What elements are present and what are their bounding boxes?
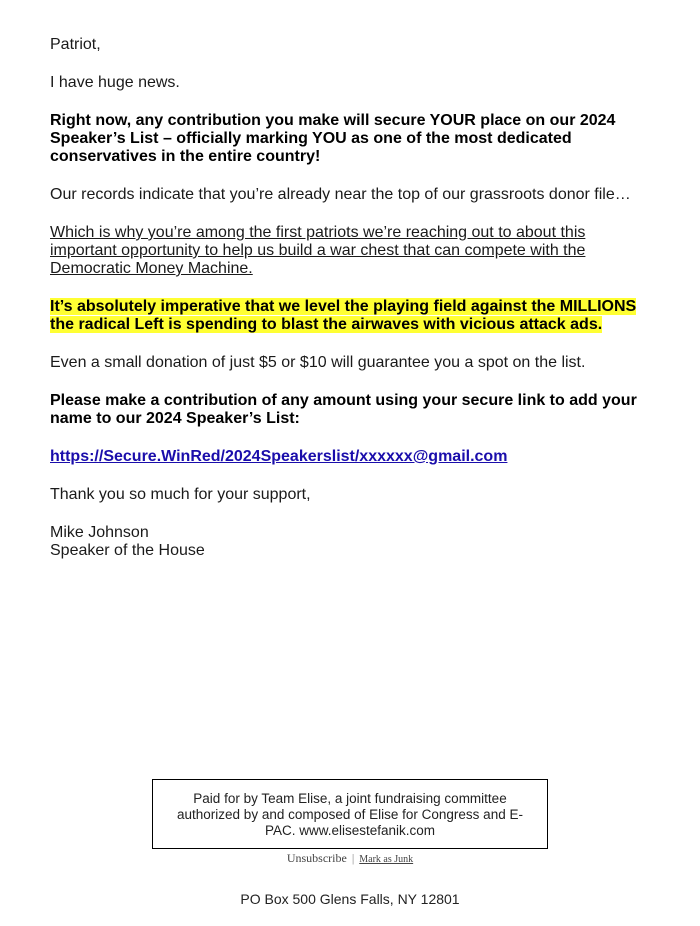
paragraph-speakers-list: Right now, any contribution you make will secure YOUR place on our 2024 Speaker’s List – officially marking YOU as one of the most dedicated conservatives in the entire country! bbox=[50, 112, 616, 165]
email-body bbox=[50, 36, 650, 580]
paragraph-imperative bbox=[50, 298, 650, 334]
signature-name: Mike Johnson bbox=[50, 524, 149, 541]
paragraph-donor-file: Our records indicate that you’re already near the top of our grassroots donor file… bbox=[50, 186, 631, 203]
footer-links bbox=[0, 851, 700, 866]
paragraph-call-to-action: Please make a contribution of any amount using your secure link to add your name to our 2024 Speaker’s List: bbox=[50, 392, 637, 427]
donation-link[interactable]: https://Secure.WinRed/2024Speakerslist/xxxxxx@gmail.com bbox=[50, 448, 508, 465]
paragraph-war-chest: Which is why you’re among the first patriots we’re reaching out to about this important opportunity to help us build a war chest that can compete with the Democratic Money Machine. bbox=[50, 224, 586, 277]
unsubscribe-link[interactable]: Unsubscribe bbox=[286, 851, 347, 865]
paragraph-small-donation: Even a small donation of just $5 or $10 will guarantee you a spot on the list. bbox=[50, 354, 586, 371]
mailing-address: PO Box 500 Glens Falls, NY 12801 bbox=[240, 891, 460, 907]
mark-as-junk-link[interactable]: Mark as Junk bbox=[359, 854, 414, 865]
link-paragraph bbox=[50, 448, 650, 466]
footer-separator: | bbox=[351, 851, 355, 865]
signature-title: Speaker of the House bbox=[50, 542, 205, 559]
signature bbox=[50, 524, 650, 560]
highlighted-text: It’s absolutely imperative that we level the playing field against the MILLIONS the radical Left is spending to blast the airwaves with vicious attack ads. bbox=[50, 298, 637, 333]
closing: Thank you so much for your support, bbox=[50, 486, 311, 503]
greeting: Patriot, bbox=[50, 36, 101, 53]
disclaimer-box: Paid for by Team Elise, a joint fundraising committee authorized by and composed of Elise for Congress and E-PAC. www.elisestefanik.com bbox=[152, 779, 548, 849]
paragraph-huge-news: I have huge news. bbox=[50, 74, 180, 91]
